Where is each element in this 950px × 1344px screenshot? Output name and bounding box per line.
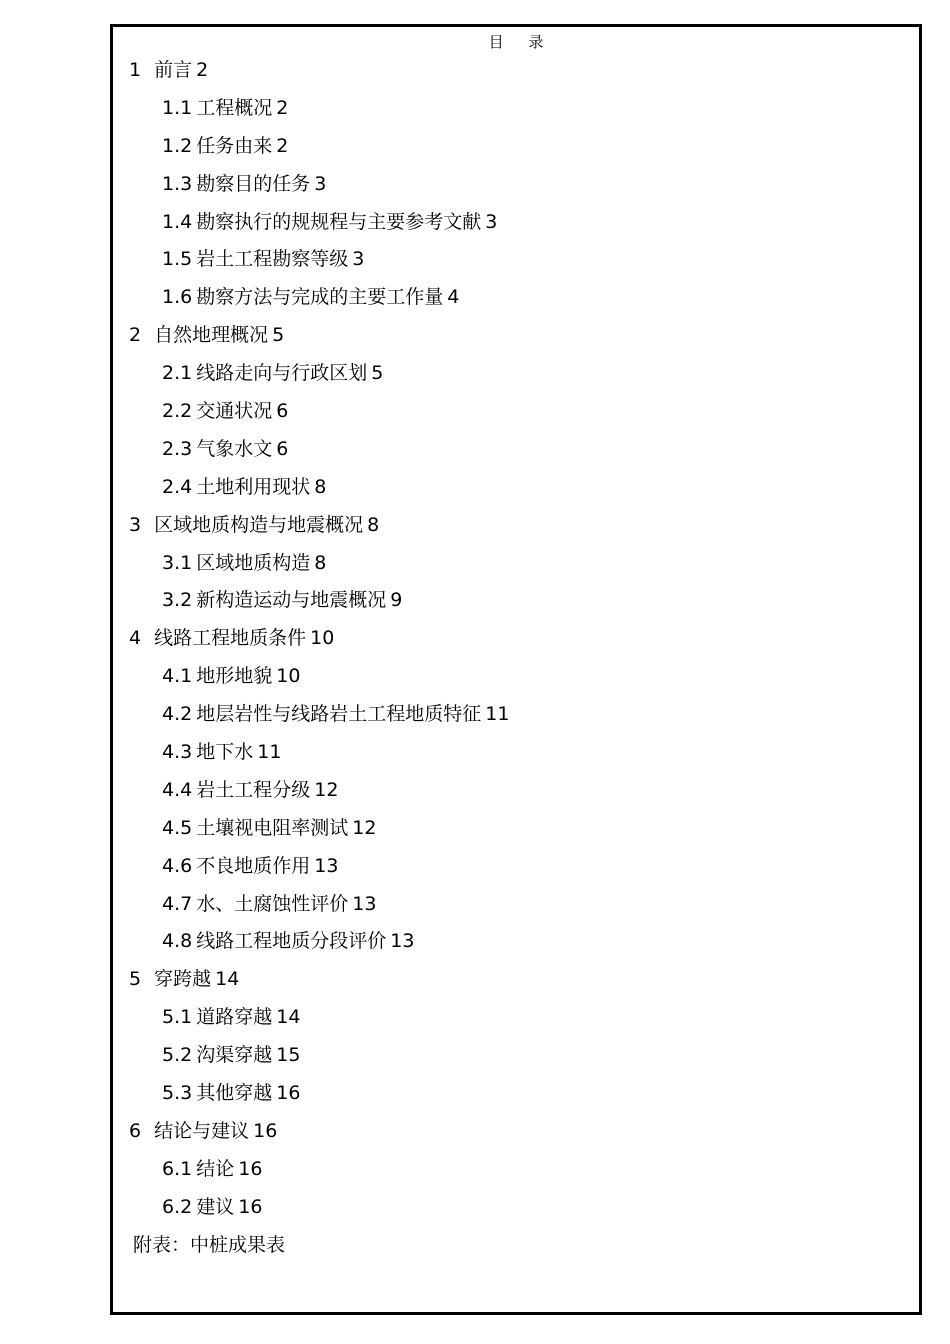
toc-entry[interactable] [113, 810, 919, 848]
toc-entry[interactable] [113, 1189, 919, 1227]
toc-entry-page-number: 5 [272, 324, 285, 347]
toc-entry[interactable] [113, 923, 919, 961]
toc-entry-number: 5.1 [162, 1006, 193, 1029]
toc-entry-page-number: 16 [253, 1119, 278, 1142]
toc-entry-number: 1.2 [162, 134, 193, 157]
toc-entry-number: 4.7 [162, 892, 193, 915]
toc-entry[interactable] [113, 431, 919, 469]
toc-entry-page-number: 2 [196, 59, 209, 81]
toc-entry-number: 2.1 [162, 362, 193, 385]
toc-entry-page-number: 10 [310, 627, 335, 650]
toc-entry-title: 工程概况 [196, 96, 273, 119]
toc-entry-number: 6.2 [162, 1195, 193, 1218]
toc-entry-page-number: 2 [276, 96, 289, 119]
toc-entry[interactable] [113, 355, 919, 393]
toc-entry-page-number: 14 [215, 968, 240, 991]
toc-entry-title: 新构造运动与地震概况 [196, 589, 387, 612]
toc-entry-number: 2 [129, 324, 142, 347]
toc-entry-title: 建议 [196, 1195, 235, 1218]
toc-entry-number: 1.1 [162, 96, 193, 119]
toc-entry-number: 2.3 [162, 437, 193, 460]
toc-entry-title: 岩土工程分级 [196, 778, 311, 801]
page-title: 目 录 [488, 33, 554, 51]
toc-entry-title: 线路走向与行政区划 [196, 362, 368, 385]
page-frame [110, 24, 922, 1315]
toc-entry-number: 1.5 [162, 248, 193, 271]
toc-entry-number: 4.8 [162, 930, 193, 953]
toc-entry[interactable] [113, 469, 919, 507]
toc-entry[interactable] [113, 1151, 919, 1189]
toc-entry-page-number: 3 [314, 172, 327, 195]
toc-entry-number: 5 [129, 968, 142, 991]
toc-entry-page-number: 8 [367, 513, 380, 536]
toc-entry-title: 不良地质作用 [196, 854, 311, 877]
toc-entry-page-number: 9 [390, 589, 403, 612]
toc-entry-page-number: 13 [390, 930, 415, 953]
toc-entry-page-number: 8 [314, 475, 327, 498]
toc-entry-number: 4 [129, 627, 142, 650]
toc-entry-page-number: 12 [352, 816, 377, 839]
toc-entry-page-number: 2 [276, 134, 289, 157]
toc-entry-number: 4.6 [162, 854, 193, 877]
toc-entry[interactable] [113, 545, 919, 583]
toc-entry-number: 4.3 [162, 741, 193, 764]
toc-entry-page-number: 12 [314, 778, 339, 801]
toc-entry-number: 3 [129, 513, 142, 536]
toc-entry-number: 3.1 [162, 551, 193, 574]
table-of-contents [113, 52, 919, 1265]
toc-entry[interactable] [113, 204, 919, 242]
toc-entry-page-number: 13 [314, 854, 339, 877]
toc-entry-number: 1.4 [162, 210, 193, 233]
toc-entry-page-number: 5 [371, 362, 384, 385]
toc-entry-title: 勘察方法与完成的主要工作量 [196, 286, 444, 309]
toc-entry-page-number: 15 [276, 1044, 301, 1067]
toc-entry-title: 交通状况 [196, 400, 273, 423]
toc-entry-title: 线路工程地质条件 [154, 627, 307, 650]
toc-entry-page-number: 3 [352, 248, 365, 271]
toc-entry-page-number: 13 [352, 892, 377, 915]
toc-entry[interactable] [113, 658, 919, 696]
toc-entry[interactable] [113, 241, 919, 279]
toc-entry[interactable] [113, 734, 919, 772]
toc-entry-title: 水、土腐蚀性评价 [196, 892, 349, 915]
toc-entry-number: 2.4 [162, 475, 193, 498]
toc-appendix-entry[interactable] [113, 1227, 919, 1265]
toc-entry-page-number: 3 [485, 210, 498, 233]
toc-entry-title: 其他穿越 [196, 1082, 273, 1105]
toc-entry-title: 土地利用现状 [196, 475, 311, 498]
toc-entry-page-number: 11 [485, 703, 510, 726]
toc-entry-title: 附表：中桩成果表 [133, 1233, 286, 1256]
toc-entry-title: 区域地质构造 [196, 551, 311, 574]
toc-entry-title: 结论 [196, 1157, 235, 1180]
toc-entry[interactable] [113, 1113, 919, 1151]
toc-entry-page-number: 16 [238, 1157, 263, 1180]
toc-entry-number: 1.3 [162, 172, 193, 195]
toc-entry[interactable] [113, 128, 919, 166]
toc-entry-page-number: 11 [257, 741, 282, 764]
toc-entry-title: 地层岩性与线路岩土工程地质特征 [196, 703, 482, 726]
toc-entry[interactable] [113, 848, 919, 886]
toc-entry-number: 4.2 [162, 703, 193, 726]
toc-entry-number: 2.2 [162, 400, 193, 423]
toc-entry-title: 勘察目的任务 [196, 172, 311, 195]
toc-entry-number: 4.1 [162, 665, 193, 688]
toc-entry[interactable] [113, 582, 919, 620]
toc-entry[interactable] [113, 90, 919, 128]
toc-entry[interactable] [113, 772, 919, 810]
toc-entry-page-number: 4 [447, 286, 460, 309]
toc-entry-number: 5.3 [162, 1082, 193, 1105]
toc-entry-number: 1.6 [162, 286, 193, 309]
toc-entry[interactable] [113, 1037, 919, 1075]
toc-entry-number: 1 [129, 59, 142, 81]
toc-entry-title: 沟渠穿越 [196, 1044, 273, 1067]
toc-entry-page-number: 14 [276, 1006, 301, 1029]
toc-entry-title: 气象水文 [196, 437, 273, 460]
toc-entry[interactable] [113, 507, 919, 545]
toc-entry[interactable] [113, 961, 919, 999]
toc-entry-title: 区域地质构造与地震概况 [154, 513, 364, 536]
toc-entry-title: 地下水 [196, 741, 254, 764]
toc-entry[interactable] [113, 696, 919, 734]
toc-entry-page-number: 8 [314, 551, 327, 574]
toc-entry-title: 岩土工程勘察等级 [196, 248, 349, 271]
toc-entry[interactable] [113, 393, 919, 431]
toc-entry-title: 前言 [154, 59, 193, 81]
toc-entry-title: 线路工程地质分段评价 [196, 930, 387, 953]
toc-entry-number: 3.2 [162, 589, 193, 612]
toc-entry[interactable] [113, 52, 919, 90]
toc-entry-page-number: 10 [276, 665, 301, 688]
toc-entry[interactable] [113, 999, 919, 1037]
toc-entry-title: 结论与建议 [154, 1119, 250, 1142]
toc-entry-page-number: 6 [276, 437, 289, 460]
toc-entry-title: 土壤视电阻率测试 [196, 816, 349, 839]
toc-entry[interactable] [113, 166, 919, 204]
toc-entry-number: 6 [129, 1119, 142, 1142]
toc-entry-title: 自然地理概况 [154, 324, 269, 347]
toc-entry-page-number: 16 [238, 1195, 263, 1218]
toc-entry[interactable] [113, 886, 919, 924]
toc-entry-number: 4.5 [162, 816, 193, 839]
toc-entry-title: 穿跨越 [154, 968, 212, 991]
toc-entry-number: 5.2 [162, 1044, 193, 1067]
toc-entry[interactable] [113, 279, 919, 317]
toc-entry[interactable] [113, 317, 919, 355]
toc-entry[interactable] [113, 620, 919, 658]
toc-entry-title: 地形地貌 [196, 665, 273, 688]
toc-entry-page-number: 16 [276, 1082, 301, 1105]
toc-entry[interactable] [113, 1075, 919, 1113]
toc-entry-title: 勘察执行的规规程与主要参考文献 [196, 210, 482, 233]
toc-entry-title: 道路穿越 [196, 1006, 273, 1029]
toc-entry-title: 任务由来 [196, 134, 273, 157]
toc-entry-page-number: 6 [276, 400, 289, 423]
toc-entry-number: 4.4 [162, 778, 193, 801]
toc-entry-number: 6.1 [162, 1157, 193, 1180]
